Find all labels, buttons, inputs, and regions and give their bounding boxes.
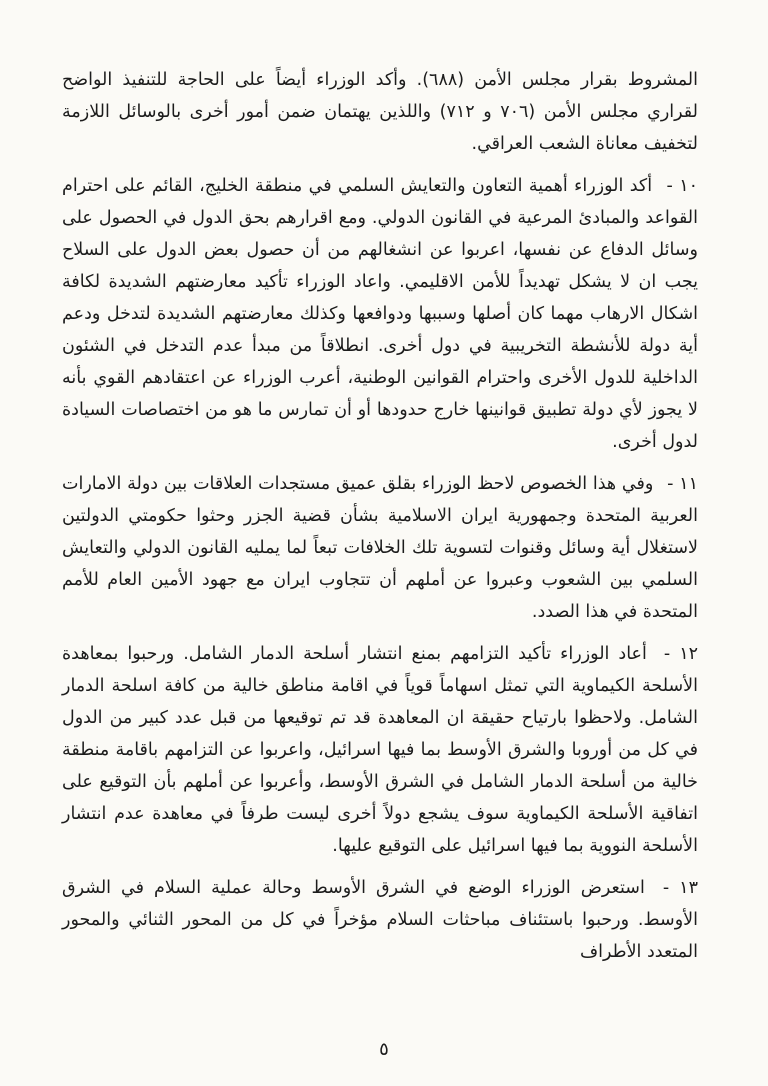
paragraph-text: المشروط بقرار مجلس الأمن (٦٨٨). وأكد الوزراء أيضاً على الحاجة للتنفيذ الواضح لقراري مجلس الأمن (٧٠٦ و ٧١٢) واللذين يهتمان ضمن أمور أخرى بالوسائل اللازمة لتخفيف معاناة الشعب العراقي. bbox=[62, 70, 699, 154]
paragraph-number: ١٣ - bbox=[662, 878, 698, 898]
paragraph-12 bbox=[62, 638, 698, 862]
paragraph-text: أعاد الوزراء تأكيد التزامهم بمنع انتشار أسلحة الدمار الشامل. ورحبوا بمعاهدة الأسلحة الكيماوية التي تمثل اسهاماً قوياً في اقامة مناطق خالية من كافة اسلحة الدمار الشامل. ولاحظوا بارتياح حقيقة ان المعاهدة قد تم توقيعها من قبل عدد كبير من الدول في كل من أوروبا والشرق الأوسط بما فيها اسرائيل، واعربوا عن التزامهم باقامة منطقة خالية من أسلحة الدمار الشامل في الشرق الأوسط، وأعربوا عن أملهم بأن التوقيع على اتفاقية الأسلحة الكيماوية سوف يشجع دولاً أخرى ليست طرفاً في معاهدة عدم انتشار الأسلحة النووية بما فيها اسرائيل على التوقيع عليها. bbox=[62, 644, 698, 856]
paragraph-text: أكد الوزراء أهمية التعاون والتعايش السلمي في منطقة الخليج، القائم على احترام القواعد والمبادئ المرعية في القانون الدولي. ومع اقرارهم بحق الدول في الحصول على وسائل الدفاع عن نفسها، اعربوا عن انشغالهم من أن حصول بعض الدول على السلاح يجب ان لا يشكل تهديداً للأمن الاقليمي. واعاد الوزراء تأكيد معارضتهم الشديدة لكافة اشكال الارهاب مهما كان أصلها وسببها ودوافعها وكذلك معارضتهم الشديدة لتدخل ودعم أية دولة للأنشطة التخريبية في دول أخرى. انطلاقاً من مبدأ عدم التدخل في الشئون الداخلية للدول الأخرى واحترام القوانين الوطنية، أعرب الوزراء عن اعتقادهم القوي بأنه لا يجوز لأي دولة تطبيق قوانينها خارج حدودها أو أن تمارس ما هو من اختصاصات السيادة لدول أخرى. bbox=[62, 176, 698, 452]
paragraph-13 bbox=[62, 872, 698, 968]
paragraph-11 bbox=[62, 468, 698, 628]
paragraph-number: ١٢ - bbox=[663, 644, 698, 664]
paragraph-text: وفي هذا الخصوص لاحظ الوزراء بقلق عميق مستجدات العلاقات بين دولة الامارات العربية المتحدة وجمهورية ايران الاسلامية بشأن قضية الجزر وحثوا حكومتي الدولتين لاستغلال أية وسائل وقنوات لتسوية تلك الخلافات تبعاً لما يمليه القانون الدولي والتعايش السلمي بين الشعوب وعبروا عن أملهم أن تتجاوب ايران مع جهود الأمين العام للأمم المتحدة في هذا الصدد. bbox=[62, 474, 698, 622]
paragraph-number: ١١ - bbox=[667, 474, 698, 494]
paragraph-number: ١٠ - bbox=[666, 176, 698, 196]
paragraph-text: استعرض الوزراء الوضع في الشرق الأوسط وحالة عملية السلام في الشرق الأوسط. ورحبوا باستئناف مباحثات السلام مؤخراً في كل من المحور الثنائي والمحور المتعدد الأطراف bbox=[62, 878, 698, 962]
document-text-block bbox=[62, 64, 698, 978]
page-number: ٥ bbox=[379, 1039, 389, 1060]
paragraph-continuation bbox=[62, 64, 698, 160]
paragraph-10 bbox=[62, 170, 698, 458]
